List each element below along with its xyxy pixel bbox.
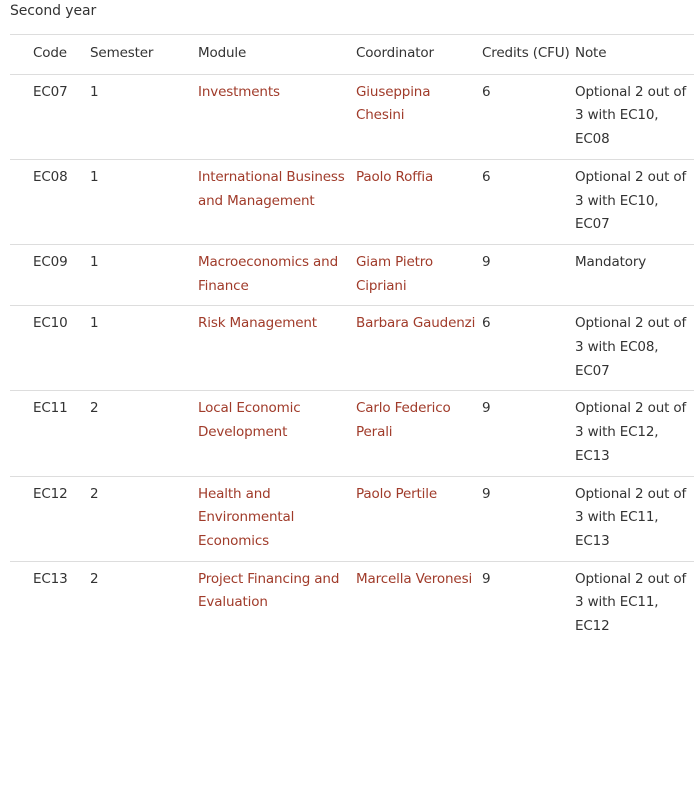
cell-code	[10, 391, 90, 476]
cell-semester-text: 1	[90, 83, 99, 100]
cell-credits-text: 9	[482, 400, 491, 417]
cell-note-text: Optional 2 out of 3 with EC11, EC13	[575, 485, 687, 549]
module-cell	[198, 561, 356, 646]
cell-semester-text: 2	[90, 400, 99, 417]
cell-code-text: EC11	[33, 400, 68, 417]
module-cell	[198, 244, 356, 305]
module-link[interactable]: Project Financing and Evaluation	[198, 570, 340, 611]
module-link[interactable]: Risk Management	[198, 315, 317, 332]
coordinator-link[interactable]: Carlo Federico Perali	[356, 400, 451, 441]
module-link[interactable]: Health and Environmental Economics	[198, 485, 295, 549]
cell-note	[575, 391, 694, 476]
coordinator-link[interactable]: Paolo Roffia	[356, 168, 434, 185]
coordinator-cell	[356, 561, 482, 646]
cell-credits-text: 6	[482, 168, 491, 185]
cell-code	[10, 244, 90, 305]
cell-semester-text: 1	[90, 315, 99, 332]
cell-credits	[482, 476, 575, 561]
modules-table	[10, 34, 694, 646]
cell-code-text: EC13	[33, 570, 68, 587]
cell-code-text: EC09	[33, 253, 68, 270]
cell-credits-text: 9	[482, 485, 491, 502]
coordinator-cell	[356, 306, 482, 391]
coordinator-cell	[356, 391, 482, 476]
cell-code	[10, 476, 90, 561]
cell-note-text: Optional 2 out of 3 with EC11, EC12	[575, 570, 687, 635]
coordinator-cell	[356, 476, 482, 561]
coordinator-cell	[356, 159, 482, 244]
cell-semester-text: 2	[90, 570, 99, 587]
cell-credits	[482, 561, 575, 646]
table-caption: Second year	[10, 3, 97, 19]
module-link[interactable]: Macroeconomics and Finance	[198, 253, 339, 294]
cell-code-text: EC07	[33, 83, 68, 100]
cell-semester	[90, 561, 198, 646]
cell-semester	[90, 159, 198, 244]
cell-code	[10, 159, 90, 244]
table-row	[10, 74, 694, 159]
header-module: Module	[198, 45, 247, 61]
cell-semester-text: 1	[90, 168, 99, 185]
cell-code-text: EC08	[33, 168, 68, 185]
cell-code-text: EC10	[33, 315, 68, 332]
table-row	[10, 244, 694, 305]
table-row	[10, 306, 694, 391]
cell-credits	[482, 244, 575, 305]
cell-note-text: Mandatory	[575, 253, 647, 270]
header-code: Code	[33, 45, 67, 61]
module-link[interactable]: International Business and Management	[198, 168, 345, 209]
coordinator-link[interactable]: Giuseppina Chesini	[356, 83, 431, 124]
cell-note-text: Optional 2 out of 3 with EC08, EC07	[575, 315, 687, 379]
table-row	[10, 159, 694, 244]
module-link[interactable]: Local Economic Development	[198, 400, 301, 441]
cell-credits-text: 9	[482, 253, 491, 270]
coordinator-link[interactable]: Marcella Veronesi	[356, 570, 473, 587]
cell-credits-text: 6	[482, 315, 491, 332]
cell-note-text: Optional 2 out of 3 with EC12, EC13	[575, 400, 687, 464]
header-row	[10, 35, 694, 75]
header-semester: Semester	[90, 45, 154, 61]
coordinator-link[interactable]: Paolo Pertile	[356, 485, 438, 502]
module-link[interactable]: Investments	[198, 83, 280, 100]
cell-semester-text: 2	[90, 485, 99, 502]
module-cell	[198, 306, 356, 391]
table-row	[10, 391, 694, 476]
cell-semester	[90, 74, 198, 159]
coordinator-cell	[356, 244, 482, 305]
module-cell	[198, 74, 356, 159]
coordinator-link[interactable]: Giam Pietro Cipriani	[356, 253, 433, 294]
header-credits: Credits (CFU)	[482, 45, 570, 61]
cell-semester	[90, 306, 198, 391]
cell-semester-text: 1	[90, 253, 99, 270]
coordinator-link[interactable]: Barbara Gaudenzi	[356, 315, 476, 332]
header-note: Note	[575, 45, 607, 61]
module-cell	[198, 159, 356, 244]
cell-note	[575, 561, 694, 646]
coordinator-cell	[356, 74, 482, 159]
cell-semester	[90, 476, 198, 561]
module-cell	[198, 476, 356, 561]
cell-note	[575, 159, 694, 244]
cell-credits	[482, 159, 575, 244]
cell-note	[575, 306, 694, 391]
cell-credits-text: 6	[482, 83, 491, 100]
cell-note-text: Optional 2 out of 3 with EC10, EC08	[575, 83, 687, 148]
table-row	[10, 476, 694, 561]
cell-code	[10, 306, 90, 391]
cell-note	[575, 74, 694, 159]
module-cell	[198, 391, 356, 476]
header-coordinator: Coordinator	[356, 45, 434, 61]
cell-note	[575, 244, 694, 305]
cell-note-text: Optional 2 out of 3 with EC10, EC07	[575, 168, 687, 233]
cell-credits	[482, 391, 575, 476]
table-row	[10, 561, 694, 646]
cell-credits	[482, 306, 575, 391]
cell-code-text: EC12	[33, 485, 68, 502]
cell-code	[10, 74, 90, 159]
cell-credits	[482, 74, 575, 159]
cell-semester	[90, 244, 198, 305]
cell-note	[575, 476, 694, 561]
cell-semester	[90, 391, 198, 476]
cell-code	[10, 561, 90, 646]
cell-credits-text: 9	[482, 570, 491, 587]
